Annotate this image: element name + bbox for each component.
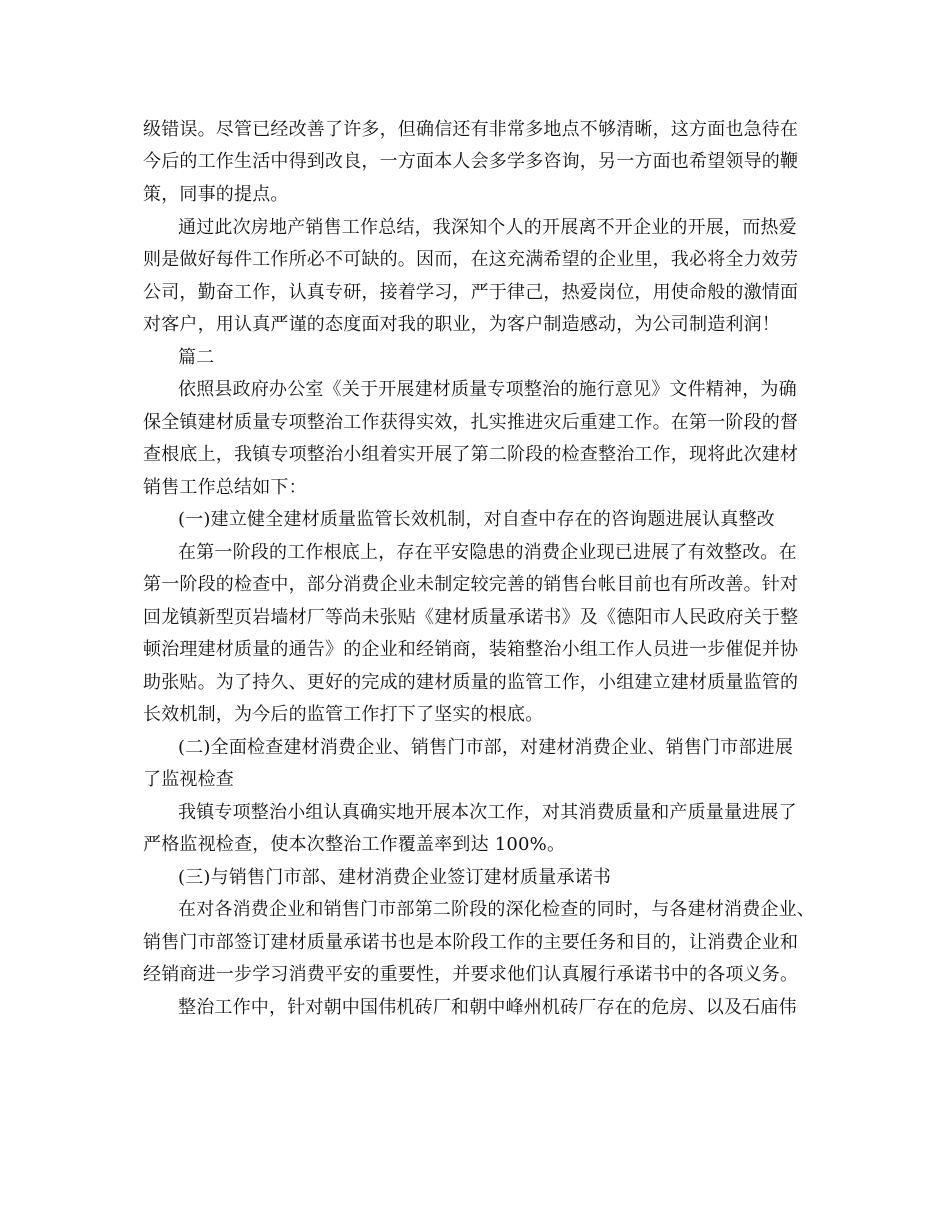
section-heading: 篇二	[178, 347, 215, 368]
subsection-heading: (二)全面检查建材消费企业、销售门市部，对建材消费企业、销售门市部进展	[178, 737, 794, 758]
text-line: 通过此次房地产销售工作总结，我深知个人的开展离不开企业的开展，而热爱	[178, 217, 797, 238]
text-line: 顿治理建材质量的通告》的企业和经销商，装箱整治小组工作人员进一步催促并协	[143, 639, 799, 660]
text-line: 长效机制，为今后的监管工作打下了坚实的根底。	[143, 704, 544, 725]
text-line: 经销商进一步学习消费平安的重要性，并要求他们认真履行承诺书中的各项义务。	[143, 964, 799, 985]
text-line: 保全镇建材质量专项整治工作获得实效，扎实推进灾后重建工作。在第一阶段的督	[143, 412, 799, 433]
text-line: 销售工作总结如下：	[143, 477, 307, 498]
text-line: 级错误。尽管已经改善了许多，但确信还有非常多地点不够清晰，这方面也急待在	[143, 119, 799, 140]
subsection-heading: (三)与销售门市部、建材消费企业签订建材质量承诺书	[178, 867, 612, 888]
text-line: 第一阶段的检查中，部分消费企业未制定较完善的销售台帐目前也有所改善。针对	[143, 574, 799, 595]
text-line: 助张贴。为了持久、更好的完成的建材质量的监管工作，小组建立建材质量监管的	[143, 672, 799, 693]
text-line: 依照县政府办公室《关于开展建材质量专项整治的施行意见》文件精神，为确	[178, 379, 797, 400]
text-line: 整治工作中，针对朝中国伟机砖厂和朝中峰州机砖厂存在的危房、以及石庙伟	[178, 997, 797, 1018]
text-line: 查根底上，我镇专项整治小组着实开展了第二阶段的检查整治工作，现将此次建材	[143, 444, 799, 465]
text-line: 在对各消费企业和销售门市部第二阶段的深化检查的同时，与各建材消费企业、	[178, 899, 815, 920]
text-line: 销售门市部签订建材质量承诺书也是本阶段工作的主要任务和目的，让消费企业和	[143, 932, 799, 953]
text-line: 则是做好每件工作所必不可缺的。因而，在这充满希望的企业里，我必将全力效劳	[143, 249, 799, 270]
text-line: 回龙镇新型页岩墙材厂等尚未张贴《建材质量承诺书》及《德阳市人民政府关于整	[143, 607, 799, 628]
text-line: 策，同事的提点。	[143, 184, 289, 205]
text-line: 了监视检查	[143, 769, 234, 790]
text-line: 对客户，用认真严谨的态度面对我的职业，为客户制造感动，为公司制造利润！	[143, 314, 780, 335]
text-line: 我镇专项整治小组认真确实地开展本次工作，对其消费质量和产质量量进展了	[178, 802, 797, 823]
text-line: 严格监视检查，使本次整治工作覆盖率到达 100%。	[143, 834, 566, 855]
subsection-heading: (一)建立健全建材质量监管长效机制，对自查中存在的咨询题进展认真整改	[178, 509, 775, 530]
text-line: 在第一阶段的工作根底上，存在平安隐患的消费企业现已进展了有效整改。在	[178, 542, 797, 563]
text-line: 公司，勤奋工作，认真专研，接着学习，严于律己，热爱岗位，用使命般的激情面	[143, 282, 799, 303]
text-line: 今后的工作生活中得到改良，一方面本人会多学多咨询，另一方面也希望领导的鞭	[143, 151, 799, 172]
